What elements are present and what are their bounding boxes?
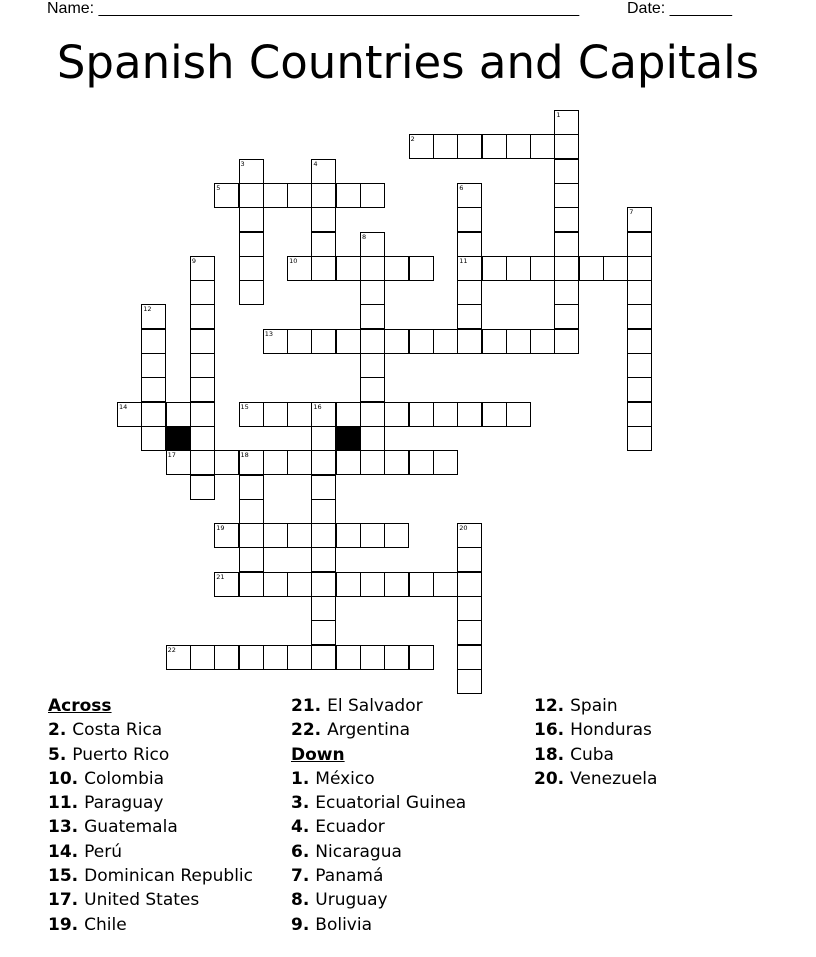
crossword-cell[interactable] — [214, 523, 239, 548]
crossword-cell[interactable] — [263, 645, 288, 670]
crossword-cell[interactable] — [311, 329, 336, 354]
crossword-cell[interactable] — [554, 134, 579, 159]
crossword-cell[interactable] — [360, 572, 385, 597]
crossword-cell[interactable] — [336, 329, 361, 354]
clue-number: 10 — [289, 256, 298, 265]
across-heading: Across — [48, 696, 112, 716]
crossword-cell[interactable] — [482, 134, 507, 159]
crossword-cell[interactable] — [457, 523, 482, 548]
crossword-cell[interactable] — [457, 596, 482, 621]
crossword-cell[interactable] — [409, 402, 434, 427]
down-heading: Down — [291, 744, 345, 765]
crossword-cell[interactable] — [311, 207, 336, 232]
crossword-cell[interactable] — [409, 256, 434, 281]
clue-number: 17 — [167, 451, 176, 460]
crossword-cell[interactable] — [190, 645, 215, 670]
clue-number: 4 — [313, 159, 318, 168]
clue-number: 1 — [556, 111, 561, 119]
crossword-cell[interactable] — [384, 402, 409, 427]
crossword-cell[interactable] — [311, 499, 336, 524]
crossword-cell[interactable] — [554, 304, 579, 329]
crossword-cell[interactable] — [409, 329, 434, 354]
clue-number: 14 — [119, 402, 128, 411]
clue-down-18: 18. Cuba — [534, 744, 614, 765]
crossword-cell[interactable] — [457, 207, 482, 232]
clue-number: 13 — [264, 329, 274, 338]
crossword-cell[interactable] — [457, 304, 482, 329]
crossword-cell[interactable] — [141, 353, 166, 378]
crossword-cell[interactable] — [627, 377, 652, 402]
crossword-cell[interactable] — [287, 402, 312, 427]
crossword-cell[interactable] — [141, 377, 166, 402]
crossword-cell[interactable] — [457, 645, 482, 670]
crossword-cell[interactable] — [433, 402, 458, 427]
clue-number: 22 — [167, 645, 176, 654]
crossword-cell[interactable] — [311, 426, 336, 451]
crossword-cell[interactable] — [336, 256, 361, 281]
crossword-cell[interactable] — [287, 450, 312, 475]
crossword-cell[interactable] — [336, 645, 361, 670]
clue-number: 6 — [459, 183, 464, 192]
clue-down-16: 16. Honduras — [534, 720, 652, 741]
crossword-cell[interactable] — [311, 159, 336, 184]
crossword-cell[interactable] — [457, 547, 482, 572]
crossword-cell[interactable] — [336, 450, 361, 475]
clue-down-20: 20. Venezuela — [534, 768, 658, 789]
crossword-cell[interactable] — [627, 353, 652, 378]
crossword-cell[interactable] — [311, 402, 336, 427]
crossword-cell[interactable] — [287, 523, 312, 548]
name-label: Name: — [47, 0, 95, 17]
black-cell — [166, 426, 191, 451]
crossword-cell[interactable] — [190, 450, 215, 475]
crossword-cell[interactable] — [530, 134, 555, 159]
clue-number: 18 — [240, 451, 249, 460]
crossword-cell[interactable] — [166, 450, 191, 475]
crossword-cell[interactable] — [554, 329, 579, 354]
date-label: Date: — [627, 0, 666, 17]
clue-across-21: 21. El Salvador — [291, 696, 423, 716]
crossword-cell[interactable] — [384, 450, 409, 475]
crossword-cell[interactable] — [627, 329, 652, 354]
crossword-cell[interactable] — [627, 232, 652, 257]
crossword-cell[interactable] — [384, 572, 409, 597]
crossword-cell[interactable] — [603, 256, 628, 281]
date-field — [627, 0, 732, 18]
crossword-cell[interactable] — [239, 450, 264, 475]
clue-across-10: 10. Colombia — [48, 768, 165, 789]
crossword-cell[interactable] — [336, 523, 361, 548]
crossword-cell[interactable] — [190, 304, 215, 329]
crossword-cell[interactable] — [239, 523, 264, 548]
crossword-cell[interactable] — [190, 256, 215, 281]
clue-number: 15 — [240, 402, 249, 411]
clue-across-15: 15. Dominican Republic — [48, 866, 253, 887]
crossword-cell[interactable] — [287, 256, 312, 281]
crossword-cell[interactable] — [506, 256, 531, 281]
clue-number: 7 — [629, 208, 634, 217]
crossword-cell[interactable] — [627, 304, 652, 329]
crossword-cell[interactable] — [239, 232, 264, 257]
crossword-cell[interactable] — [384, 523, 409, 548]
crossword-cell[interactable] — [311, 232, 336, 257]
crossword-cell[interactable] — [384, 256, 409, 281]
crossword-cell[interactable] — [263, 523, 288, 548]
clue-column-1 — [48, 694, 253, 937]
crossword-cell[interactable] — [409, 572, 434, 597]
crossword-cell[interactable] — [482, 256, 507, 281]
crossword-cell[interactable] — [239, 280, 264, 305]
clue-number: 11 — [459, 256, 468, 265]
crossword-cell[interactable] — [457, 329, 482, 354]
crossword-cell[interactable] — [457, 572, 482, 597]
crossword-cell[interactable] — [336, 402, 361, 427]
crossword-cell[interactable] — [311, 620, 336, 645]
clue-across-17: 17. United States — [48, 890, 200, 911]
crossword-cell[interactable] — [214, 572, 239, 597]
clue-down-12: 12. Spain — [534, 696, 618, 716]
crossword-cell[interactable] — [627, 207, 652, 232]
crossword-cell[interactable] — [263, 329, 288, 354]
crossword-cell[interactable] — [530, 329, 555, 354]
crossword-cell[interactable] — [384, 329, 409, 354]
crossword-cell[interactable] — [360, 280, 385, 305]
crossword-cell[interactable] — [117, 402, 142, 427]
crossword-cell[interactable] — [554, 110, 579, 135]
clue-column-3 — [534, 694, 657, 791]
crossword-cell[interactable] — [457, 134, 482, 159]
crossword-cell[interactable] — [360, 353, 385, 378]
crossword-cell[interactable] — [190, 353, 215, 378]
crossword-cell[interactable] — [239, 572, 264, 597]
crossword-cell[interactable] — [263, 402, 288, 427]
crossword-cell[interactable] — [360, 402, 385, 427]
crossword-cell[interactable] — [482, 402, 507, 427]
clue-number: 8 — [362, 232, 367, 241]
crossword-cell[interactable] — [190, 475, 215, 500]
clue-number: 9 — [191, 256, 197, 265]
crossword-cell[interactable] — [360, 256, 385, 281]
crossword-cell[interactable] — [457, 280, 482, 305]
crossword-cell[interactable] — [239, 475, 264, 500]
crossword-cell[interactable] — [141, 426, 166, 451]
crossword-cell[interactable] — [214, 450, 239, 475]
crossword-cell[interactable] — [360, 304, 385, 329]
clue-number: 3 — [240, 159, 245, 168]
clue-down-8: 8. Uruguay — [291, 890, 388, 911]
crossword-cell[interactable] — [190, 280, 215, 305]
crossword-cell[interactable] — [263, 450, 288, 475]
clue-number: 2 — [410, 135, 415, 144]
crossword-cell[interactable] — [239, 499, 264, 524]
crossword-cell[interactable] — [214, 645, 239, 670]
clue-across-5: 5. Puerto Rico — [48, 744, 170, 765]
clue-across-19: 19. Chile — [48, 914, 127, 935]
clue-across-13: 13. Guatemala — [48, 817, 178, 838]
crossword-cell[interactable] — [311, 183, 336, 208]
crossword-cell[interactable] — [506, 134, 531, 159]
crossword-cell[interactable] — [554, 159, 579, 184]
page-title: Spanish Countries and Capitals — [56, 36, 760, 89]
crossword-cell[interactable] — [239, 547, 264, 572]
clue-across-22: 22. Argentina — [291, 720, 411, 741]
crossword-cell[interactable] — [239, 402, 264, 427]
crossword-cell[interactable] — [360, 450, 385, 475]
crossword-cell[interactable] — [360, 232, 385, 257]
crossword-cell[interactable] — [166, 402, 191, 427]
crossword-cell[interactable] — [457, 669, 482, 694]
black-cell — [336, 426, 361, 451]
crossword-cell[interactable] — [482, 329, 507, 354]
clue-across-2: 2. Costa Rica — [48, 720, 163, 741]
crossword-cell[interactable] — [554, 183, 579, 208]
crossword-cell[interactable] — [409, 450, 434, 475]
crossword-cell[interactable] — [263, 183, 288, 208]
clue-number: 21 — [216, 572, 225, 581]
clue-number: 12 — [143, 305, 152, 314]
crossword-cell[interactable] — [457, 256, 482, 281]
crossword-cell[interactable] — [166, 645, 191, 670]
crossword-cell[interactable] — [239, 159, 264, 184]
crossword-cell[interactable] — [433, 134, 458, 159]
crossword-cell[interactable] — [554, 207, 579, 232]
crossword-cell[interactable] — [311, 596, 336, 621]
crossword-cell[interactable] — [239, 645, 264, 670]
crossword-cell[interactable] — [579, 256, 604, 281]
crossword-cell[interactable] — [287, 645, 312, 670]
crossword-cell[interactable] — [239, 256, 264, 281]
crossword-cell[interactable] — [457, 402, 482, 427]
clue-down-9: 9. Bolivia — [291, 914, 373, 935]
clue-number: 19 — [216, 524, 225, 533]
clue-across-14: 14. Perú — [48, 841, 122, 862]
crossword-cell[interactable] — [311, 645, 336, 670]
name-field — [47, 0, 579, 18]
crossword-cell[interactable] — [457, 620, 482, 645]
crossword-cell[interactable] — [627, 256, 652, 281]
clue-number: 5 — [216, 183, 221, 192]
crossword-cell[interactable] — [433, 572, 458, 597]
crossword-cell[interactable] — [311, 450, 336, 475]
crossword-cell[interactable] — [311, 523, 336, 548]
crossword-cell[interactable] — [239, 183, 264, 208]
clue-across-11: 11. Paraguay — [48, 793, 164, 814]
crossword-cell[interactable] — [506, 329, 531, 354]
crossword-cell[interactable] — [311, 256, 336, 281]
crossword-cell[interactable] — [336, 183, 361, 208]
crossword-cell[interactable] — [627, 426, 652, 451]
clue-column-2 — [291, 694, 466, 937]
crossword-cell[interactable] — [433, 450, 458, 475]
crossword-cell[interactable] — [457, 183, 482, 208]
clue-down-6: 6. Nicaragua — [291, 841, 402, 862]
crossword-cell[interactable] — [506, 402, 531, 427]
crossword-cell[interactable] — [190, 377, 215, 402]
crossword-cell[interactable] — [457, 232, 482, 257]
crossword-cell[interactable] — [360, 183, 385, 208]
crossword-cell[interactable] — [190, 402, 215, 427]
crossword-cell[interactable] — [141, 329, 166, 354]
crossword-cell[interactable] — [384, 645, 409, 670]
crossword-cell[interactable] — [360, 645, 385, 670]
crossword-cell[interactable] — [239, 207, 264, 232]
crossword-cell[interactable] — [287, 329, 312, 354]
crossword-cell[interactable] — [554, 256, 579, 281]
crossword-cell[interactable] — [287, 572, 312, 597]
crossword-cell[interactable] — [530, 256, 555, 281]
crossword-cell[interactable] — [311, 475, 336, 500]
clue-down-4: 4. Ecuador — [291, 817, 385, 838]
crossword-cell[interactable] — [311, 547, 336, 572]
crossword-cell[interactable] — [433, 329, 458, 354]
crossword-cell[interactable] — [627, 402, 652, 427]
crossword-cell[interactable] — [141, 304, 166, 329]
name-blank: ______________________________________________________ — [98, 0, 580, 17]
date-blank: _______ — [669, 0, 732, 17]
clue-number: 20 — [459, 524, 468, 533]
crossword-cell[interactable] — [263, 572, 288, 597]
crossword-cell[interactable] — [409, 645, 434, 670]
crossword-cell[interactable] — [554, 280, 579, 305]
clue-down-3: 3. Ecuatorial Guinea — [291, 793, 467, 814]
crossword-cell[interactable] — [190, 426, 215, 451]
crossword-cell[interactable] — [409, 134, 434, 159]
clue-number: 16 — [313, 402, 322, 411]
crossword-cell[interactable] — [554, 232, 579, 257]
crossword-cell[interactable] — [214, 183, 239, 208]
crossword-cell[interactable] — [627, 280, 652, 305]
clue-down-7: 7. Panamá — [291, 866, 384, 887]
crossword-cell[interactable] — [190, 329, 215, 354]
crossword-cell[interactable] — [360, 329, 385, 354]
crossword-cell[interactable] — [360, 523, 385, 548]
crossword-cell[interactable] — [311, 572, 336, 597]
clue-down-1: 1. México — [291, 768, 375, 789]
crossword-cell[interactable] — [141, 402, 166, 427]
crossword-cell[interactable] — [336, 572, 361, 597]
crossword-cell[interactable] — [287, 183, 312, 208]
crossword-cell[interactable] — [360, 377, 385, 402]
crossword-cell[interactable] — [360, 426, 385, 451]
